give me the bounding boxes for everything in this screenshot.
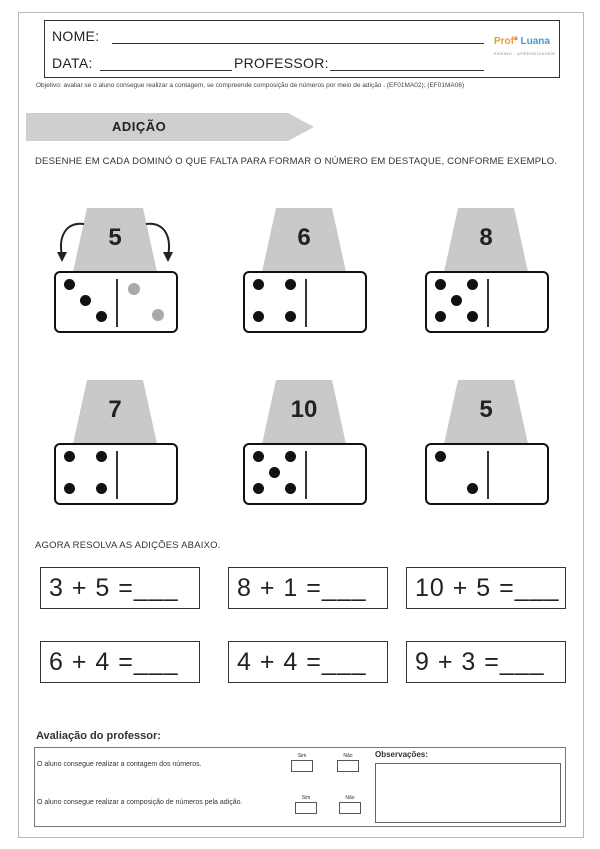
- addition-box[interactable]: 3 + 5 =___: [40, 567, 200, 609]
- pip: [435, 279, 446, 290]
- domino-tile[interactable]: [243, 443, 367, 505]
- domino-divider: [487, 451, 489, 499]
- target-number: 5: [108, 224, 122, 251]
- domino-divider: [487, 279, 489, 327]
- yes-label: Sim: [297, 753, 307, 759]
- date-field[interactable]: [100, 70, 232, 71]
- no-checkbox-2[interactable]: [339, 802, 361, 814]
- pip: [435, 451, 446, 462]
- observations-field[interactable]: [375, 763, 561, 823]
- pip: [64, 483, 75, 494]
- domino-tile[interactable]: [54, 443, 178, 505]
- teacher-field[interactable]: [330, 70, 484, 71]
- domino-7: [45, 380, 185, 510]
- no-label: Não: [345, 795, 355, 801]
- pip: [96, 311, 107, 322]
- domino-10: [234, 380, 374, 510]
- observations-label: Observações:: [375, 750, 428, 759]
- yes-checkbox-2[interactable]: [295, 802, 317, 814]
- section-title: ADIÇÃO: [112, 119, 167, 134]
- target-number: 6: [297, 224, 311, 251]
- addition-box[interactable]: 9 + 3 =___: [406, 641, 566, 683]
- pip: [269, 467, 280, 478]
- teacher-label: PROFESSOR:: [234, 55, 329, 71]
- date-label: DATA:: [52, 55, 93, 71]
- domino-divider: [116, 279, 118, 327]
- pip: [285, 483, 296, 494]
- target-number: 8: [479, 224, 493, 251]
- yes-label: Sim: [301, 795, 311, 801]
- pip: [285, 311, 296, 322]
- logo: Profª Luana ENSINO · APRENDIZAGEM: [494, 36, 556, 56]
- pip: [253, 279, 264, 290]
- domino-divider: [305, 451, 307, 499]
- evaluation-title: Avaliação do professor:: [36, 730, 161, 742]
- no-label: Não: [343, 753, 353, 759]
- domino-6: [234, 208, 374, 338]
- domino-tile[interactable]: [54, 271, 178, 333]
- pip: [253, 311, 264, 322]
- pip: [80, 295, 91, 306]
- target-number: 7: [108, 396, 122, 423]
- pip: [96, 451, 107, 462]
- target-number: 10: [290, 396, 318, 423]
- name-label: NOME:: [52, 28, 100, 44]
- pip: [467, 279, 478, 290]
- example-pip: [128, 283, 140, 295]
- example-pip: [152, 309, 164, 321]
- pip: [285, 451, 296, 462]
- no-checkbox-1[interactable]: [337, 760, 359, 772]
- addition-box[interactable]: 10 + 5 =___: [406, 567, 566, 609]
- yes-checkbox-1[interactable]: [291, 760, 313, 772]
- pip: [285, 279, 296, 290]
- pip: [467, 311, 478, 322]
- evaluation-question-2: O aluno consegue realizar a composição de números pela adição.: [37, 799, 243, 806]
- domino-divider: [305, 279, 307, 327]
- pip: [96, 483, 107, 494]
- section-banner: [26, 113, 316, 141]
- addition-box[interactable]: 6 + 4 =___: [40, 641, 200, 683]
- target-number: 5: [479, 396, 493, 423]
- domino-divider: [116, 451, 118, 499]
- pip: [451, 295, 462, 306]
- pip: [253, 451, 264, 462]
- curved-arrow-right-icon: [142, 218, 176, 264]
- pip: [467, 483, 478, 494]
- pip: [253, 483, 264, 494]
- pip: [64, 451, 75, 462]
- pip: [435, 311, 446, 322]
- instruction-text: DESENHE EM CADA DOMINÓ O QUE FALTA PARA FORMAR O NÚMERO EM DESTAQUE, CONFORME EXEMPLO.: [35, 156, 558, 167]
- domino-8: [416, 208, 556, 338]
- domino-tile[interactable]: [243, 271, 367, 333]
- objective-text: Objetivo: avaliar se o aluno consegue realizar a contagem, se compreende composição de números por meio de adição . (EF01MA02); (EF01MA06): [36, 82, 465, 89]
- additions-title: AGORA RESOLVA AS ADIÇÕES ABAIXO.: [35, 540, 221, 551]
- pip: [64, 279, 75, 290]
- evaluation-question-1: O aluno consegue realizar a contagem dos números.: [37, 761, 202, 768]
- domino-5: [416, 380, 556, 510]
- addition-box[interactable]: 8 + 1 =___: [228, 567, 388, 609]
- addition-box[interactable]: 4 + 4 =___: [228, 641, 388, 683]
- domino-tile[interactable]: [425, 443, 549, 505]
- curved-arrow-left-icon: [54, 218, 88, 264]
- domino-tile[interactable]: [425, 271, 549, 333]
- name-field[interactable]: [112, 43, 484, 44]
